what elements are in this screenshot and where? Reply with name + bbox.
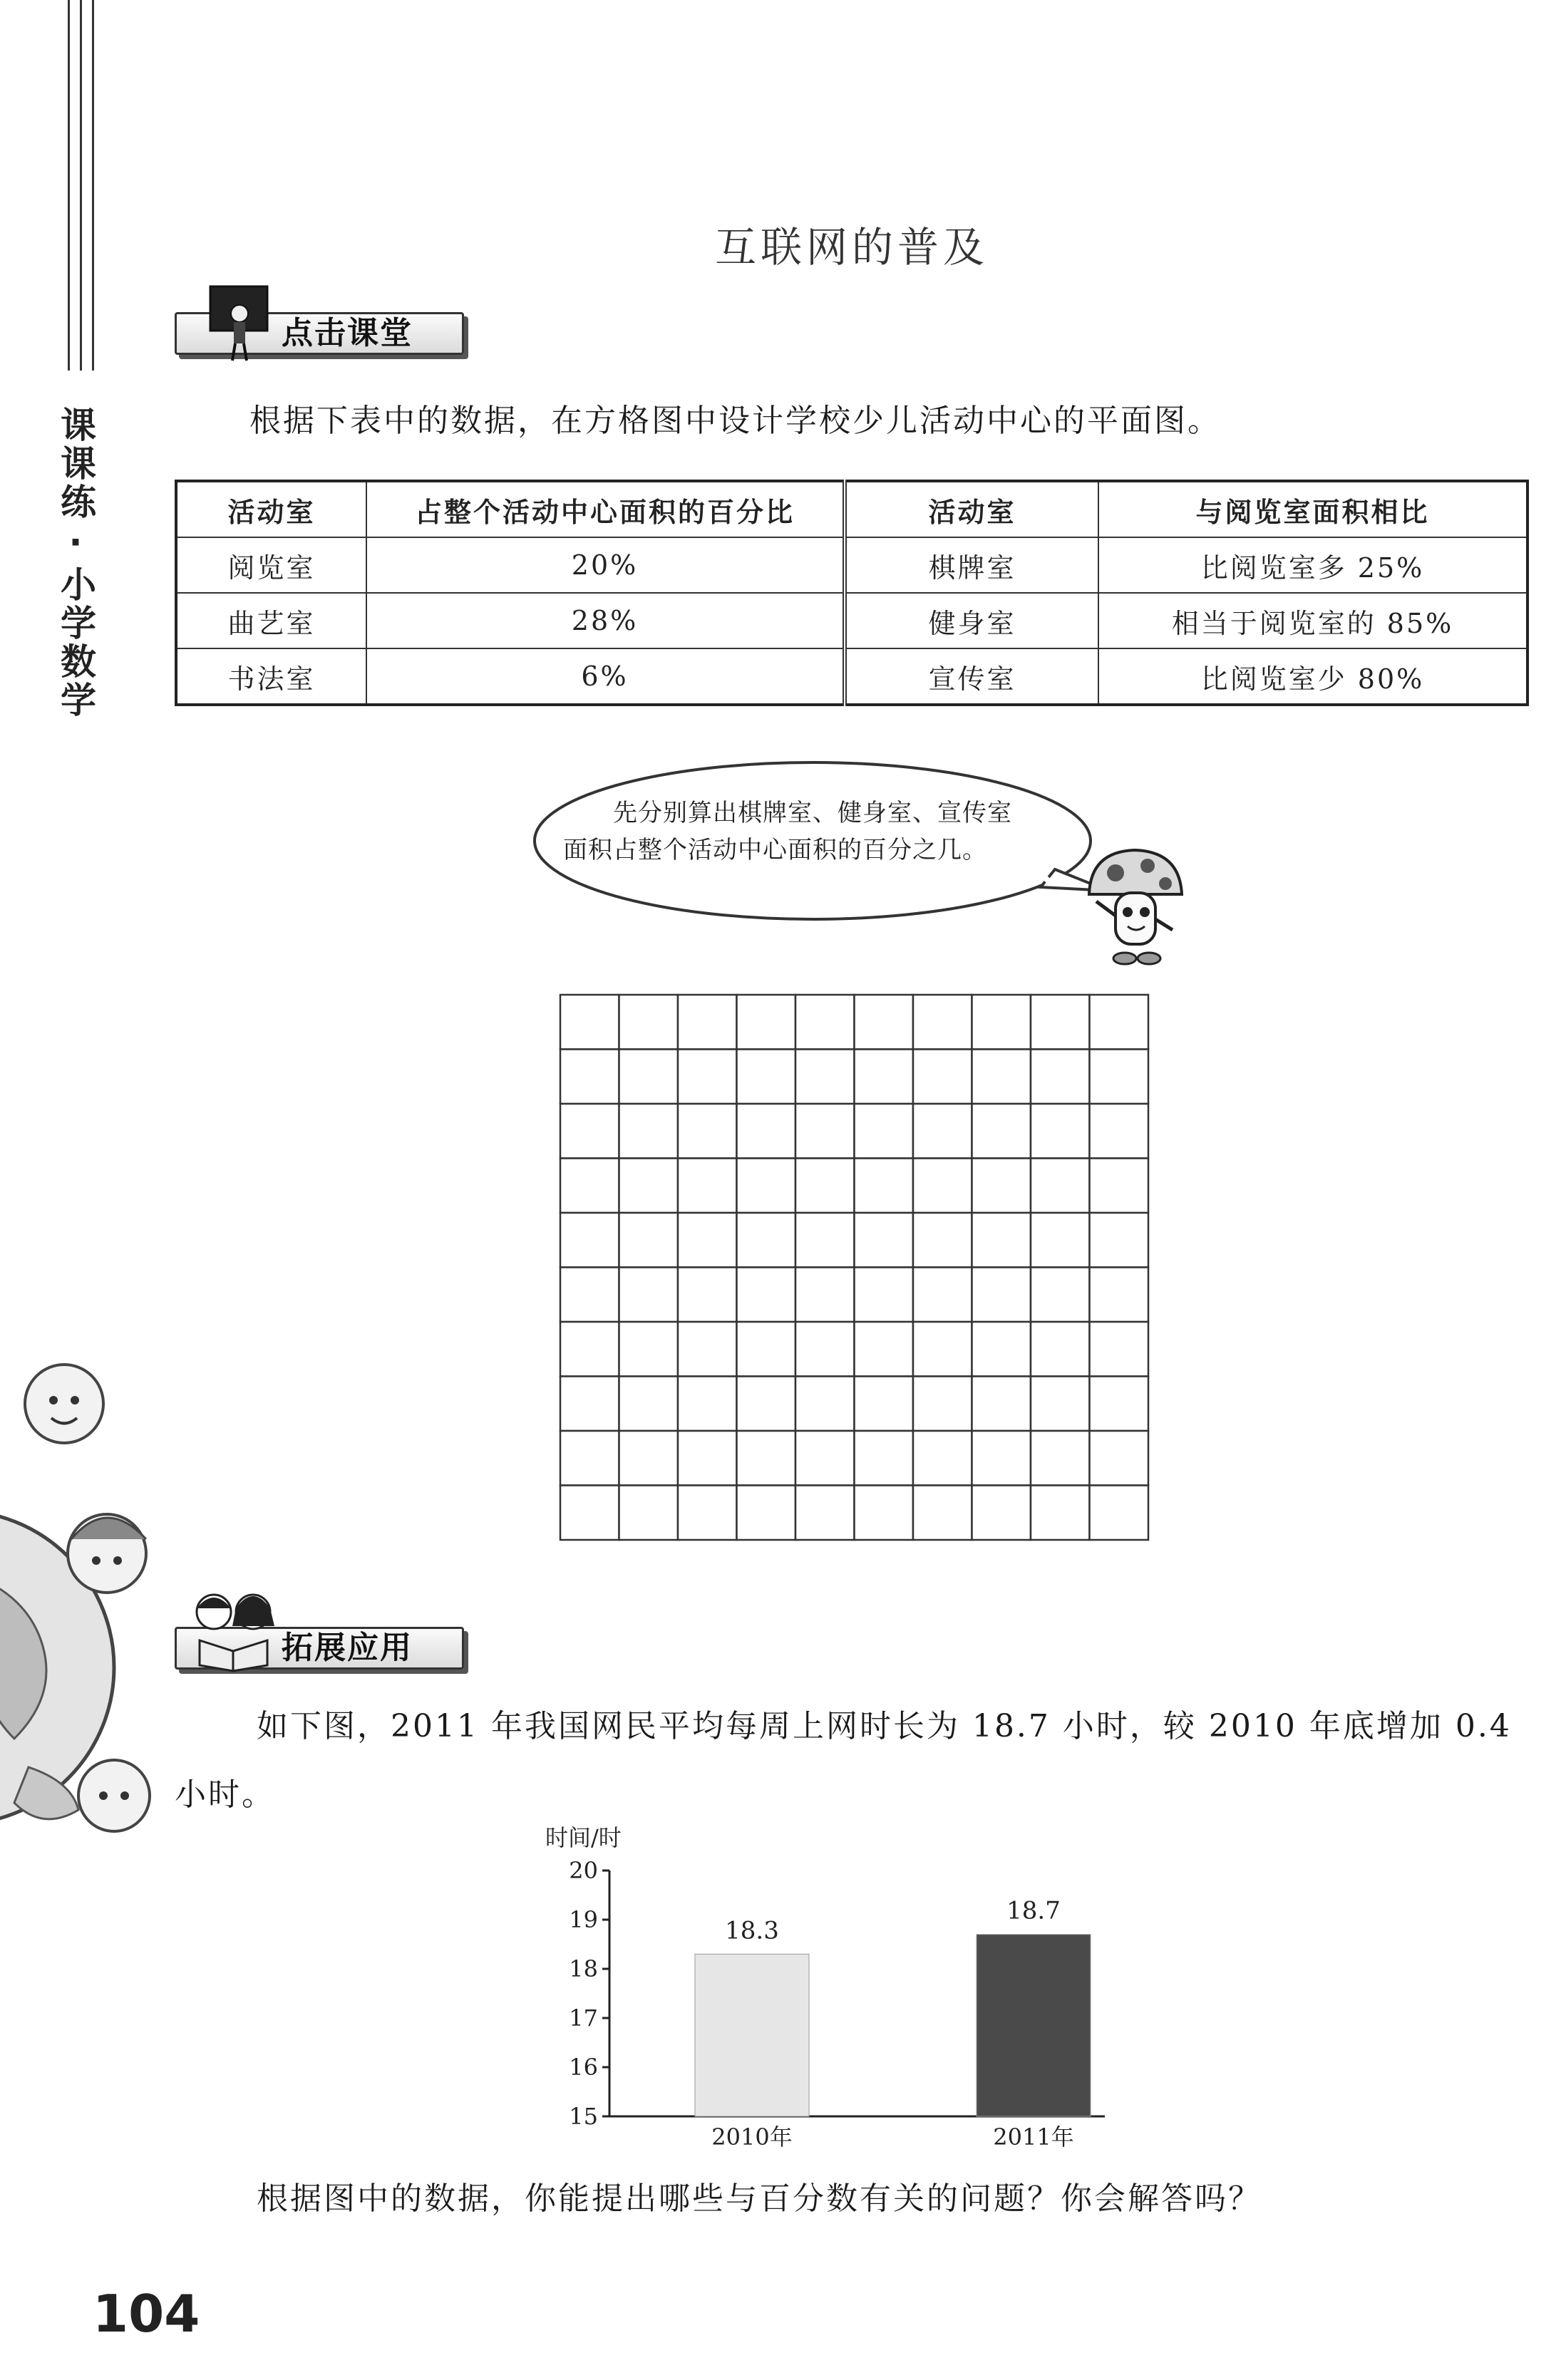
- grid-cell[interactable]: [678, 1377, 737, 1432]
- y-tick-label: 19: [569, 1906, 598, 1933]
- grid-cell[interactable]: [1090, 1486, 1149, 1541]
- side-book-title: 课课练·小学数学: [55, 406, 96, 720]
- grid-cell[interactable]: [1090, 995, 1149, 1050]
- chart-ylabel: 时间/时: [545, 1824, 622, 1851]
- table-cell: 曲艺室: [176, 593, 366, 648]
- teacher-blackboard-icon: [207, 285, 278, 363]
- grid-cell[interactable]: [972, 1159, 1031, 1214]
- grid-cell[interactable]: [1031, 1431, 1090, 1486]
- grid-cell[interactable]: [972, 1050, 1031, 1104]
- table-cell: 健身室: [845, 593, 1098, 648]
- grid-cell[interactable]: [855, 1159, 914, 1214]
- grid-cell[interactable]: [855, 995, 914, 1050]
- reading-children-icon: [185, 1587, 282, 1672]
- grid-cell[interactable]: [855, 1377, 914, 1432]
- grid-cell[interactable]: [678, 1486, 737, 1541]
- grid-cell[interactable]: [560, 1268, 619, 1323]
- table-cell: 28%: [366, 593, 845, 648]
- grid-cell[interactable]: [913, 1431, 972, 1486]
- y-tick-label: 18: [569, 1955, 598, 1982]
- grid-cell[interactable]: [560, 1486, 619, 1541]
- table-cell: 宣传室: [845, 648, 1098, 705]
- problem-line: 如下图，2011 年我国网民平均每周上网时长为 18.7 小时，较 2010 年底增加 0.4: [257, 1708, 1512, 1744]
- grid-cell[interactable]: [913, 1213, 972, 1268]
- grid-cell[interactable]: [737, 1104, 796, 1159]
- grid-cell[interactable]: [1031, 1322, 1090, 1377]
- table-row: [176, 537, 1527, 593]
- problem-line: 小时。: [175, 1776, 275, 1813]
- grid-cell[interactable]: [1031, 1050, 1090, 1104]
- grid-cell[interactable]: [678, 1050, 737, 1104]
- margin-line: [68, 0, 70, 371]
- grid-cell[interactable]: [560, 1159, 619, 1214]
- mushroom-mascot-illustration: [1083, 844, 1187, 969]
- grid-cell[interactable]: [795, 1486, 855, 1541]
- grid-cell[interactable]: [913, 1486, 972, 1541]
- grid-cell[interactable]: [795, 1431, 855, 1486]
- grid-cell[interactable]: [972, 1322, 1031, 1377]
- y-tick-label: 16: [569, 2054, 598, 2081]
- y-tick-label: 17: [569, 2004, 598, 2032]
- grid-cell[interactable]: [678, 1104, 737, 1159]
- grid-cell[interactable]: [795, 1322, 855, 1377]
- grid-cell[interactable]: [678, 1268, 737, 1323]
- grid-cell[interactable]: [1031, 1104, 1090, 1159]
- grid-cell[interactable]: [678, 1431, 737, 1486]
- grid-cell[interactable]: [1031, 1159, 1090, 1214]
- table-header-cell: 占整个活动中心面积的百分比: [366, 481, 845, 537]
- y-tick-label: 15: [569, 2103, 598, 2130]
- grid-cell[interactable]: [560, 995, 619, 1050]
- question-text: 根据图中的数据，你能提出哪些与百分数有关的问题？你会解答吗？: [257, 2180, 1262, 2217]
- table-row: [176, 648, 1527, 705]
- grid-cell[interactable]: [1090, 1159, 1149, 1214]
- grid-cell[interactable]: [737, 1050, 796, 1104]
- area-percentage-table: [175, 480, 1529, 706]
- bar-value-label: 18.3: [725, 1916, 779, 1945]
- grid-cell[interactable]: [1090, 1322, 1149, 1377]
- grid-cell[interactable]: [855, 1322, 914, 1377]
- grid-cell[interactable]: [560, 1104, 619, 1159]
- grid-cell[interactable]: [913, 1159, 972, 1214]
- grid-cell[interactable]: [913, 1050, 972, 1104]
- grid-cell[interactable]: [737, 995, 796, 1050]
- y-tick-label: 20: [569, 1857, 598, 1884]
- grid-cell[interactable]: [619, 1486, 679, 1541]
- grid-cell[interactable]: [795, 1377, 855, 1432]
- grid-cell[interactable]: [855, 1213, 914, 1268]
- grid-cell[interactable]: [619, 1050, 679, 1104]
- hint-text: [563, 795, 1076, 869]
- bar-2011年: [977, 1935, 1091, 2116]
- grid-cell[interactable]: [1090, 1104, 1149, 1159]
- table-cell: 20%: [366, 537, 845, 593]
- table-row: [176, 593, 1527, 648]
- grid-cell[interactable]: [737, 1159, 796, 1214]
- table-cell: 相当于阅览室的 85%: [1098, 593, 1527, 648]
- table-cell: 6%: [366, 648, 845, 705]
- grid-cell[interactable]: [560, 1213, 619, 1268]
- grid-cell[interactable]: [972, 1268, 1031, 1323]
- table-cell: 比阅览室多 25%: [1098, 537, 1527, 593]
- grid-cell[interactable]: [737, 1486, 796, 1541]
- grid-cell[interactable]: [913, 995, 972, 1050]
- grid-cell[interactable]: [795, 995, 855, 1050]
- table-cell: 棋牌室: [845, 537, 1098, 593]
- grid-cell[interactable]: [619, 1104, 679, 1159]
- grid-cell[interactable]: [913, 1268, 972, 1323]
- grid-cell[interactable]: [1090, 1050, 1149, 1104]
- grid-cell[interactable]: [855, 1104, 914, 1159]
- grid-cell[interactable]: [855, 1486, 914, 1541]
- grid-cell[interactable]: [795, 1268, 855, 1323]
- section-header-label: 点击课堂: [282, 315, 413, 351]
- grid-cell[interactable]: [913, 1377, 972, 1432]
- page-number: 104: [93, 2284, 200, 2344]
- problem-text: [175, 1699, 1550, 1822]
- margin-line: [80, 0, 82, 371]
- grid-cell[interactable]: [855, 1268, 914, 1323]
- hint-line: 先分别算出棋牌室、健身室、宣传室: [613, 799, 1012, 827]
- table-header-cell: 活动室: [845, 481, 1098, 537]
- grid-cell[interactable]: [972, 1431, 1031, 1486]
- grid-cell[interactable]: [678, 1159, 737, 1214]
- page-title: 互联网的普及: [714, 223, 989, 271]
- grid-cell[interactable]: [1090, 1431, 1149, 1486]
- grid-cell[interactable]: [619, 1322, 679, 1377]
- grid-cell[interactable]: [913, 1322, 972, 1377]
- grid-cell[interactable]: [972, 1213, 1031, 1268]
- table-cell: 书法室: [176, 648, 366, 705]
- grid-cell[interactable]: [1090, 1268, 1149, 1323]
- grid-cell[interactable]: [737, 1268, 796, 1323]
- grid-cell[interactable]: [560, 1050, 619, 1104]
- grid-cell[interactable]: [1031, 995, 1090, 1050]
- grid-cell[interactable]: [619, 995, 679, 1050]
- grid-cell[interactable]: [678, 995, 737, 1050]
- grid-cell[interactable]: [1031, 1213, 1090, 1268]
- grid-cell[interactable]: [678, 1322, 737, 1377]
- margin-line: [92, 0, 94, 371]
- bar-value-label: 18.7: [1006, 1896, 1061, 1925]
- grid-cell[interactable]: [795, 1159, 855, 1214]
- table-header-cell: 活动室: [176, 481, 366, 537]
- grid-cell[interactable]: [795, 1213, 855, 1268]
- hint-line: 面积占整个活动中心面积的百分之几。: [563, 836, 987, 864]
- design-grid[interactable]: [556, 990, 1155, 1546]
- grid-cell[interactable]: [560, 1431, 619, 1486]
- grid-cell[interactable]: [737, 1213, 796, 1268]
- grid-cell[interactable]: [855, 1431, 914, 1486]
- grid-cell[interactable]: [972, 995, 1031, 1050]
- table-header-cell: 与阅览室面积相比: [1098, 481, 1527, 537]
- grid-cell[interactable]: [619, 1213, 679, 1268]
- grid-cell[interactable]: [619, 1268, 679, 1323]
- table-cell: 阅览室: [176, 537, 366, 593]
- grid-cell[interactable]: [737, 1322, 796, 1377]
- grid-cell[interactable]: [972, 1486, 1031, 1541]
- table-header-row: [176, 481, 1527, 537]
- grid-cell[interactable]: [1031, 1377, 1090, 1432]
- grid-cell[interactable]: [972, 1104, 1031, 1159]
- grid-cell[interactable]: [972, 1377, 1031, 1432]
- section-header-extension: [175, 1614, 474, 1671]
- grid-cell[interactable]: [795, 1050, 855, 1104]
- grid-cell[interactable]: [737, 1431, 796, 1486]
- grid-cell[interactable]: [619, 1431, 679, 1486]
- grid-cell[interactable]: [795, 1104, 855, 1159]
- grid-cell[interactable]: [913, 1104, 972, 1159]
- internet-hours-bar-chart: [527, 1821, 1183, 2177]
- grid-cell[interactable]: [560, 1377, 619, 1432]
- category-label: 2010年: [711, 2123, 793, 2151]
- grid-cell[interactable]: [678, 1213, 737, 1268]
- grid-cell[interactable]: [855, 1050, 914, 1104]
- grid-cell[interactable]: [1090, 1377, 1149, 1432]
- grid-cell[interactable]: [619, 1159, 679, 1214]
- grid-cell[interactable]: [1031, 1268, 1090, 1323]
- grid-cell[interactable]: [560, 1322, 619, 1377]
- grid-cell[interactable]: [619, 1377, 679, 1432]
- grid-cell[interactable]: [737, 1377, 796, 1432]
- section-header-classroom: [175, 299, 474, 356]
- grid-cell[interactable]: [1031, 1486, 1090, 1541]
- table-cell: 比阅览室少 80%: [1098, 648, 1527, 705]
- section-header-label: 拓展应用: [282, 1630, 413, 1666]
- bar-2010年: [695, 1954, 809, 2116]
- globe-children-illustration: [0, 1340, 171, 1924]
- category-label: 2011年: [993, 2123, 1074, 2151]
- grid-cell[interactable]: [1090, 1213, 1149, 1268]
- instruction-text: 根据下表中的数据，在方格图中设计学校少儿活动中心的平面图。: [249, 403, 1221, 439]
